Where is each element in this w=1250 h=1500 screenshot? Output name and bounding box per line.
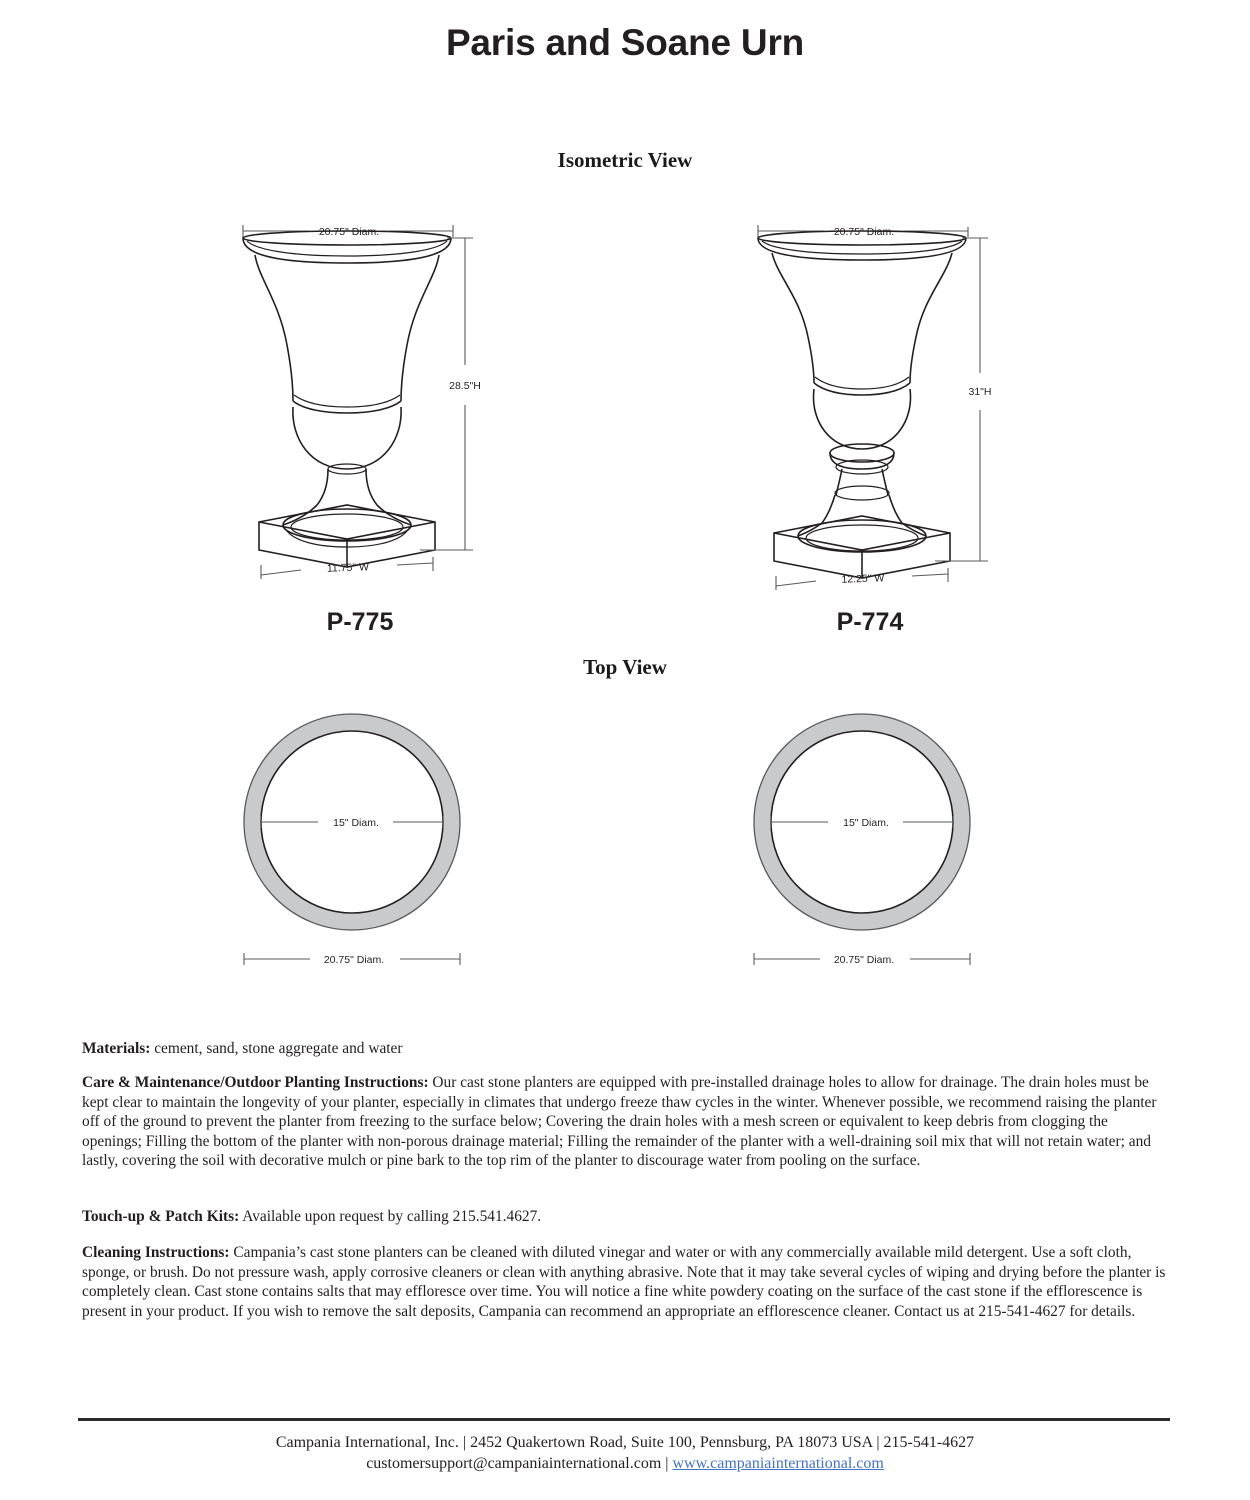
- dimension-label-height-p774: 31"H: [968, 386, 992, 398]
- text-care-maintenance: Our cast stone planters are equipped with pre-installed drainage holes to allow for drainage. The drain holes must be kept clear to maintain the longevity of your planter, especially in climates that undergo freeze thaw cycles in the winter. Whenever possible, we recommend raising the planter off of the ground to prevent the planter from freezing to the surface below; Covering the drain holes with a mesh screen or equivalent to keep debris from clogging the openings; Filling the bottom of the planter with non-porous drainage material; Filling the remainder of the planter with a well-draining soil mix that will not retain water; and lastly, covering the soil with decorative mulch or pine bark to the top rim of the planter to discourage water from pooling on the surface.: [82, 1074, 1157, 1170]
- footer-divider: [78, 1418, 1170, 1421]
- model-label-p775: P-775: [326, 608, 394, 636]
- text-cleaning-instructions: Campania’s cast stone planters can be cleaned with diluted vinegar and water or with any commercially available mild detergent. Use a soft cloth, sponge, or brush. Do not pressure wash, apply corrosive cleaners or clean with anything abrasive. Note that it may take several cycles of wiping and drying before the planter is completely clean. Cast stone contains salts that may effloresce over time. You will notice a fine white powdery coating on the surface of the cast stone if the efflorescence is present in your product. If you wish to remove the salt deposits, Campania can recommend an appropriate an efflorescence cleaner. Contact us at 215-541-4627 for details.: [82, 1244, 1166, 1320]
- text-touchup-kits: Available upon request by calling 215.541.4627.: [239, 1208, 542, 1226]
- dimension-label-inner-p775: 15" Diam.: [333, 817, 379, 829]
- label-touchup-kits: Touch-up & Patch Kits:: [82, 1208, 240, 1226]
- footer-company-address: Campania International, Inc. | 2452 Quakertown Road, Suite 100, Pennsburg, PA 18073 USA | 215-541-4627: [275, 1434, 975, 1451]
- dimension-label-width-p774: 12.25" W: [841, 572, 885, 586]
- urn-body-p774: [758, 231, 966, 552]
- label-cleaning-instructions: Cleaning Instructions:: [82, 1244, 230, 1262]
- paragraph-materials: [82, 1039, 1168, 1058]
- urn-body-p775: [243, 231, 451, 547]
- dimension-label-width-p775: 11.75" W: [326, 561, 370, 575]
- topview-drawing-p774: [750, 710, 1000, 980]
- dimension-label-diameter-p774: 20.75" Diam.: [833, 226, 895, 238]
- dimension-diameter-p774: [758, 225, 968, 239]
- paragraph-care-maintenance: [82, 1073, 1168, 1170]
- label-care-maintenance: Care & Maintenance/Outdoor Planting Instructions:: [82, 1074, 429, 1092]
- footer-contact: [0, 1453, 1250, 1474]
- dimension-outer-diameter-p775: [244, 953, 460, 966]
- dimension-diameter-p775: [243, 225, 453, 239]
- dimension-height-p774: [935, 238, 992, 561]
- dimension-label-outer-p774: 20.75" Diam.: [833, 954, 895, 966]
- label-materials: Materials:: [82, 1040, 151, 1058]
- paragraph-touchup-kits: [82, 1207, 1168, 1226]
- model-label-p774: P-774: [836, 608, 904, 636]
- dimension-label-outer-p775: 20.75" Diam.: [323, 954, 385, 966]
- section-heading-topview: Top View: [583, 655, 667, 679]
- dimension-outer-diameter-p774: [754, 953, 970, 966]
- page-title: Paris and Soane Urn: [445, 22, 805, 63]
- topview-drawing-p775: [240, 710, 490, 980]
- section-heading-isometric: Isometric View: [557, 148, 693, 172]
- dimension-height-p775: [420, 238, 481, 550]
- dimension-label-inner-p774: 15" Diam.: [843, 817, 889, 829]
- isometric-drawing-p774: [740, 205, 1010, 595]
- dimension-label-height-p775: 28.5"H: [449, 380, 481, 392]
- text-materials: cement, sand, stone aggregate and water: [150, 1040, 403, 1058]
- footer-email[interactable]: customersupport@campaniainternational.com: [366, 1455, 662, 1472]
- isometric-drawing-p775: [225, 205, 495, 595]
- footer-website-link[interactable]: www.campaniainternational.com: [672, 1455, 884, 1472]
- footer-separator: |: [661, 1455, 673, 1472]
- paragraph-cleaning-instructions: [82, 1243, 1168, 1321]
- dimension-label-diameter-p775: 20.75" Diam.: [318, 226, 380, 238]
